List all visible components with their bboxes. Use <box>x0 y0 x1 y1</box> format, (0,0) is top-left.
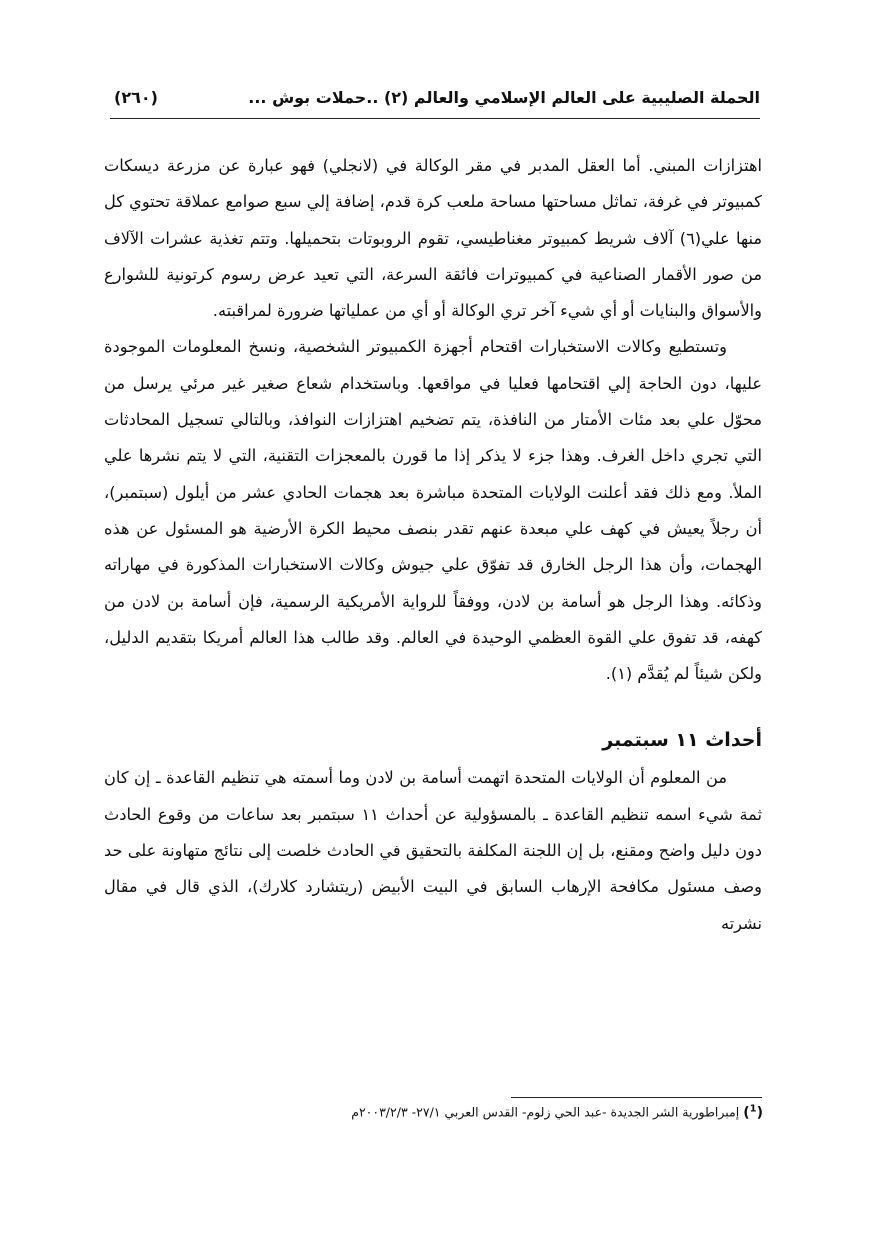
page-header <box>110 88 760 119</box>
page-number: (٢٦٠) <box>114 88 158 107</box>
running-title: الحملة الصليبية على العالم الإسلامي والعالم (٢) ..حملات بوش ... <box>248 88 760 107</box>
footnote-marker: ($^1$) <box>743 1103 763 1121</box>
footnote-divider <box>511 1097 762 1098</box>
paragraph-continuation: اهتزازات المبني. أما العقل المدبر في مقر الوكالة في (لانجلي) فهو عبارة عن مزرعة ديسكات كمبيوتر في غرفة، تماثل مساحتها مساحة ملعب كرة قدم، إضافة إلي سبع صوامع عملاقة تحتوي كل منها علي(٦) آلاف شريط كمبيوتر مغناطيسي، تقوم الروبوتات بتحميلها. وتتم تغذية عشرات الآلاف من صور الأقمار الصناعية في كمبيوترات فائقة السرعة، التي تعيد عرض رسوم كرتونية للشوارع والأسواق والبنايات أو أي شيء آخر تري الوكالة أو أي من عملياتها ضرورة لمراقبته. <box>104 156 763 321</box>
paragraph-intelligence: وتستطيع وكالات الاستخبارات اقتحام أجهزة الكمبيوتر الشخصية، ونسخ المعلومات الموجودة عليها، دون الحاجة إلي اقتحامها فعليا في مواقعها. وباستخدام شعاع صغير غير مرئي يرسل من محوّل علي بعد مئات الأمتار من النافذة، يتم تضخيم اهتزازات النوافذ، وبالتالي تسجيل المحادثات التي تجري داخل الغرف. وهذا جزء لا يذكر إذا ما قورن بالمعجزات التقنية، التي لا يتم نشرها علي الملأ. ومع ذلك فقد أعلنت الولايات المتحدة مباشرة بعد هجمات الحادي عشر من أيلول (سبتمبر)، أن رجلاً يعيش في كهف علي مبعدة عنهم تقدر بنصف محيط الكرة الأرضية هو المسئول عن هذه الهجمات، وأن هذا الرجل الخارق قد تفوّق علي جيوش وكالات الاستخبارات المذكورة في مهاراته وذكائه. وهذا الرجل هو أسامة بن لادن، ووفقاً للرواية الأمريكية الرسمية، فإن أسامة بن لادن من كهفه، قد تفوق علي القوة العظمي الوحيدة في العالم. وقد طالب هذا العالم أمريكا بتقديم الدليل، ولكن شيئاً لم يُقدَّم (١). <box>104 337 762 684</box>
paragraph-september-11: من المعلوم أن الولايات المتحدة اتهمت أسامة بن لادن وما أسمته هي تنظيم القاعدة ـ إن كان ثمة شيء اسمه تنظيم القاعدة ـ بالمسؤولية عن أحداث ١١ سبتمبر بعد ساعات من وقوع الحادث دون دليل واضح ومقنع، بل إن اللجنة المكلفة بالتحقيق في الحادث خلصت إلى نتائج متهاونة على حد وصف مسئول مكافحة الإرهاب السابق في البيت الأبيض (ريتشارد كلارك)، الذي قال في مقال نشرته <box>104 768 762 933</box>
footnote <box>351 1103 763 1121</box>
page-body <box>104 148 762 942</box>
section-heading: أحداث ١١ سبتمبر <box>602 729 762 752</box>
footnote-text: إمبراطورية الشر الجديدة -عبد الحي زلوم- القدس العربي ٢٧/١- ٢٠٠٣/٢/٣م <box>351 1104 740 1120</box>
